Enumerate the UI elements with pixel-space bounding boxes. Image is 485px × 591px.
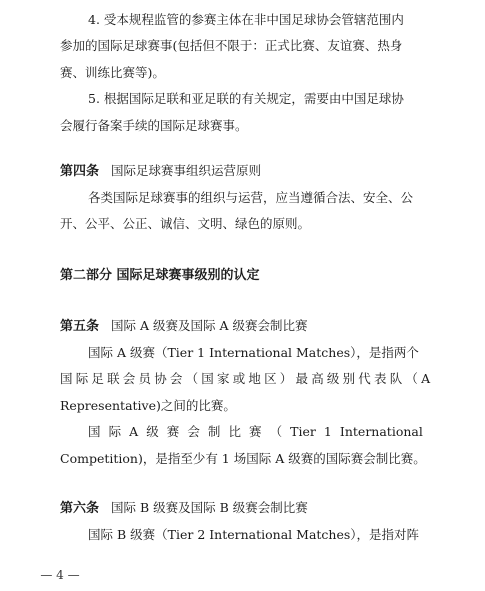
- article-title: 国际 A 级赛及国际 A 级赛会制比赛: [111, 318, 308, 333]
- paragraph-line: 国际 B 级赛（Tier 2 International Matches），是指对阵: [88, 527, 420, 542]
- text-token: 赛: [166, 424, 180, 439]
- paragraph-line: 各类国际足球赛事的组织与运营，应当遵循合法、安全、公: [88, 190, 414, 205]
- text-token: 比: [228, 424, 241, 439]
- paragraph-line: Competition)，是指至少有 1 场国际 A 级赛的国际赛会制比赛。: [60, 451, 426, 466]
- text-token: 赛: [249, 424, 262, 439]
- text-token: 级: [146, 424, 159, 439]
- paragraph-line: 赛、训练比赛等)。: [60, 65, 165, 80]
- text-token: 1: [323, 424, 332, 439]
- paragraph-line: 参加的国际足球赛事(包括但不限于：正式比赛、友谊赛、热身: [60, 38, 403, 53]
- text-token: Tier: [290, 424, 316, 439]
- article-5-heading: [0, 318, 485, 335]
- paragraph-line: 国际足联会员协会（国家或地区）最高级别代表队（A: [60, 371, 434, 386]
- article-6-heading: [0, 500, 485, 517]
- text-token: 国: [88, 424, 101, 439]
- paragraph-line: 国际 A 级赛（Tier 1 International Matches），是指两个: [88, 345, 419, 360]
- paragraph-line: 会履行备案手续的国际足球赛事。: [60, 118, 248, 133]
- article-title: 国际足球赛事组织运营原则: [111, 163, 262, 178]
- text-token: International: [339, 424, 423, 439]
- paragraph-line: 5. 根据国际足联和亚足联的有关规定，需要由中国足球协: [88, 91, 404, 106]
- text-token: 会: [187, 424, 200, 439]
- text-token: 际: [108, 424, 122, 439]
- article-4-heading: [0, 163, 485, 180]
- article-number: 第六条: [60, 501, 100, 516]
- text-token: A: [129, 424, 139, 439]
- page-number: — 4 —: [40, 568, 80, 582]
- article-title: 国际 B 级赛及国际 B 级赛会制比赛: [111, 500, 308, 515]
- paragraph-line: 4. 受本规程监管的参赛主体在非中国足球协会管辖范围内: [88, 12, 404, 27]
- text-token: （: [269, 424, 283, 439]
- article-number: 第四条: [60, 164, 100, 179]
- text-token: 制: [207, 424, 221, 439]
- spread-paragraph-line: [0, 424, 485, 440]
- paragraph-line: Representative)之间的比赛。: [60, 398, 236, 413]
- paragraph-line: 开、公平、公正、诚信、文明、绿色的原则。: [60, 216, 311, 231]
- article-number: 第五条: [60, 319, 100, 334]
- part-heading: 第二部分 国际足球赛事级别的认定: [60, 268, 260, 283]
